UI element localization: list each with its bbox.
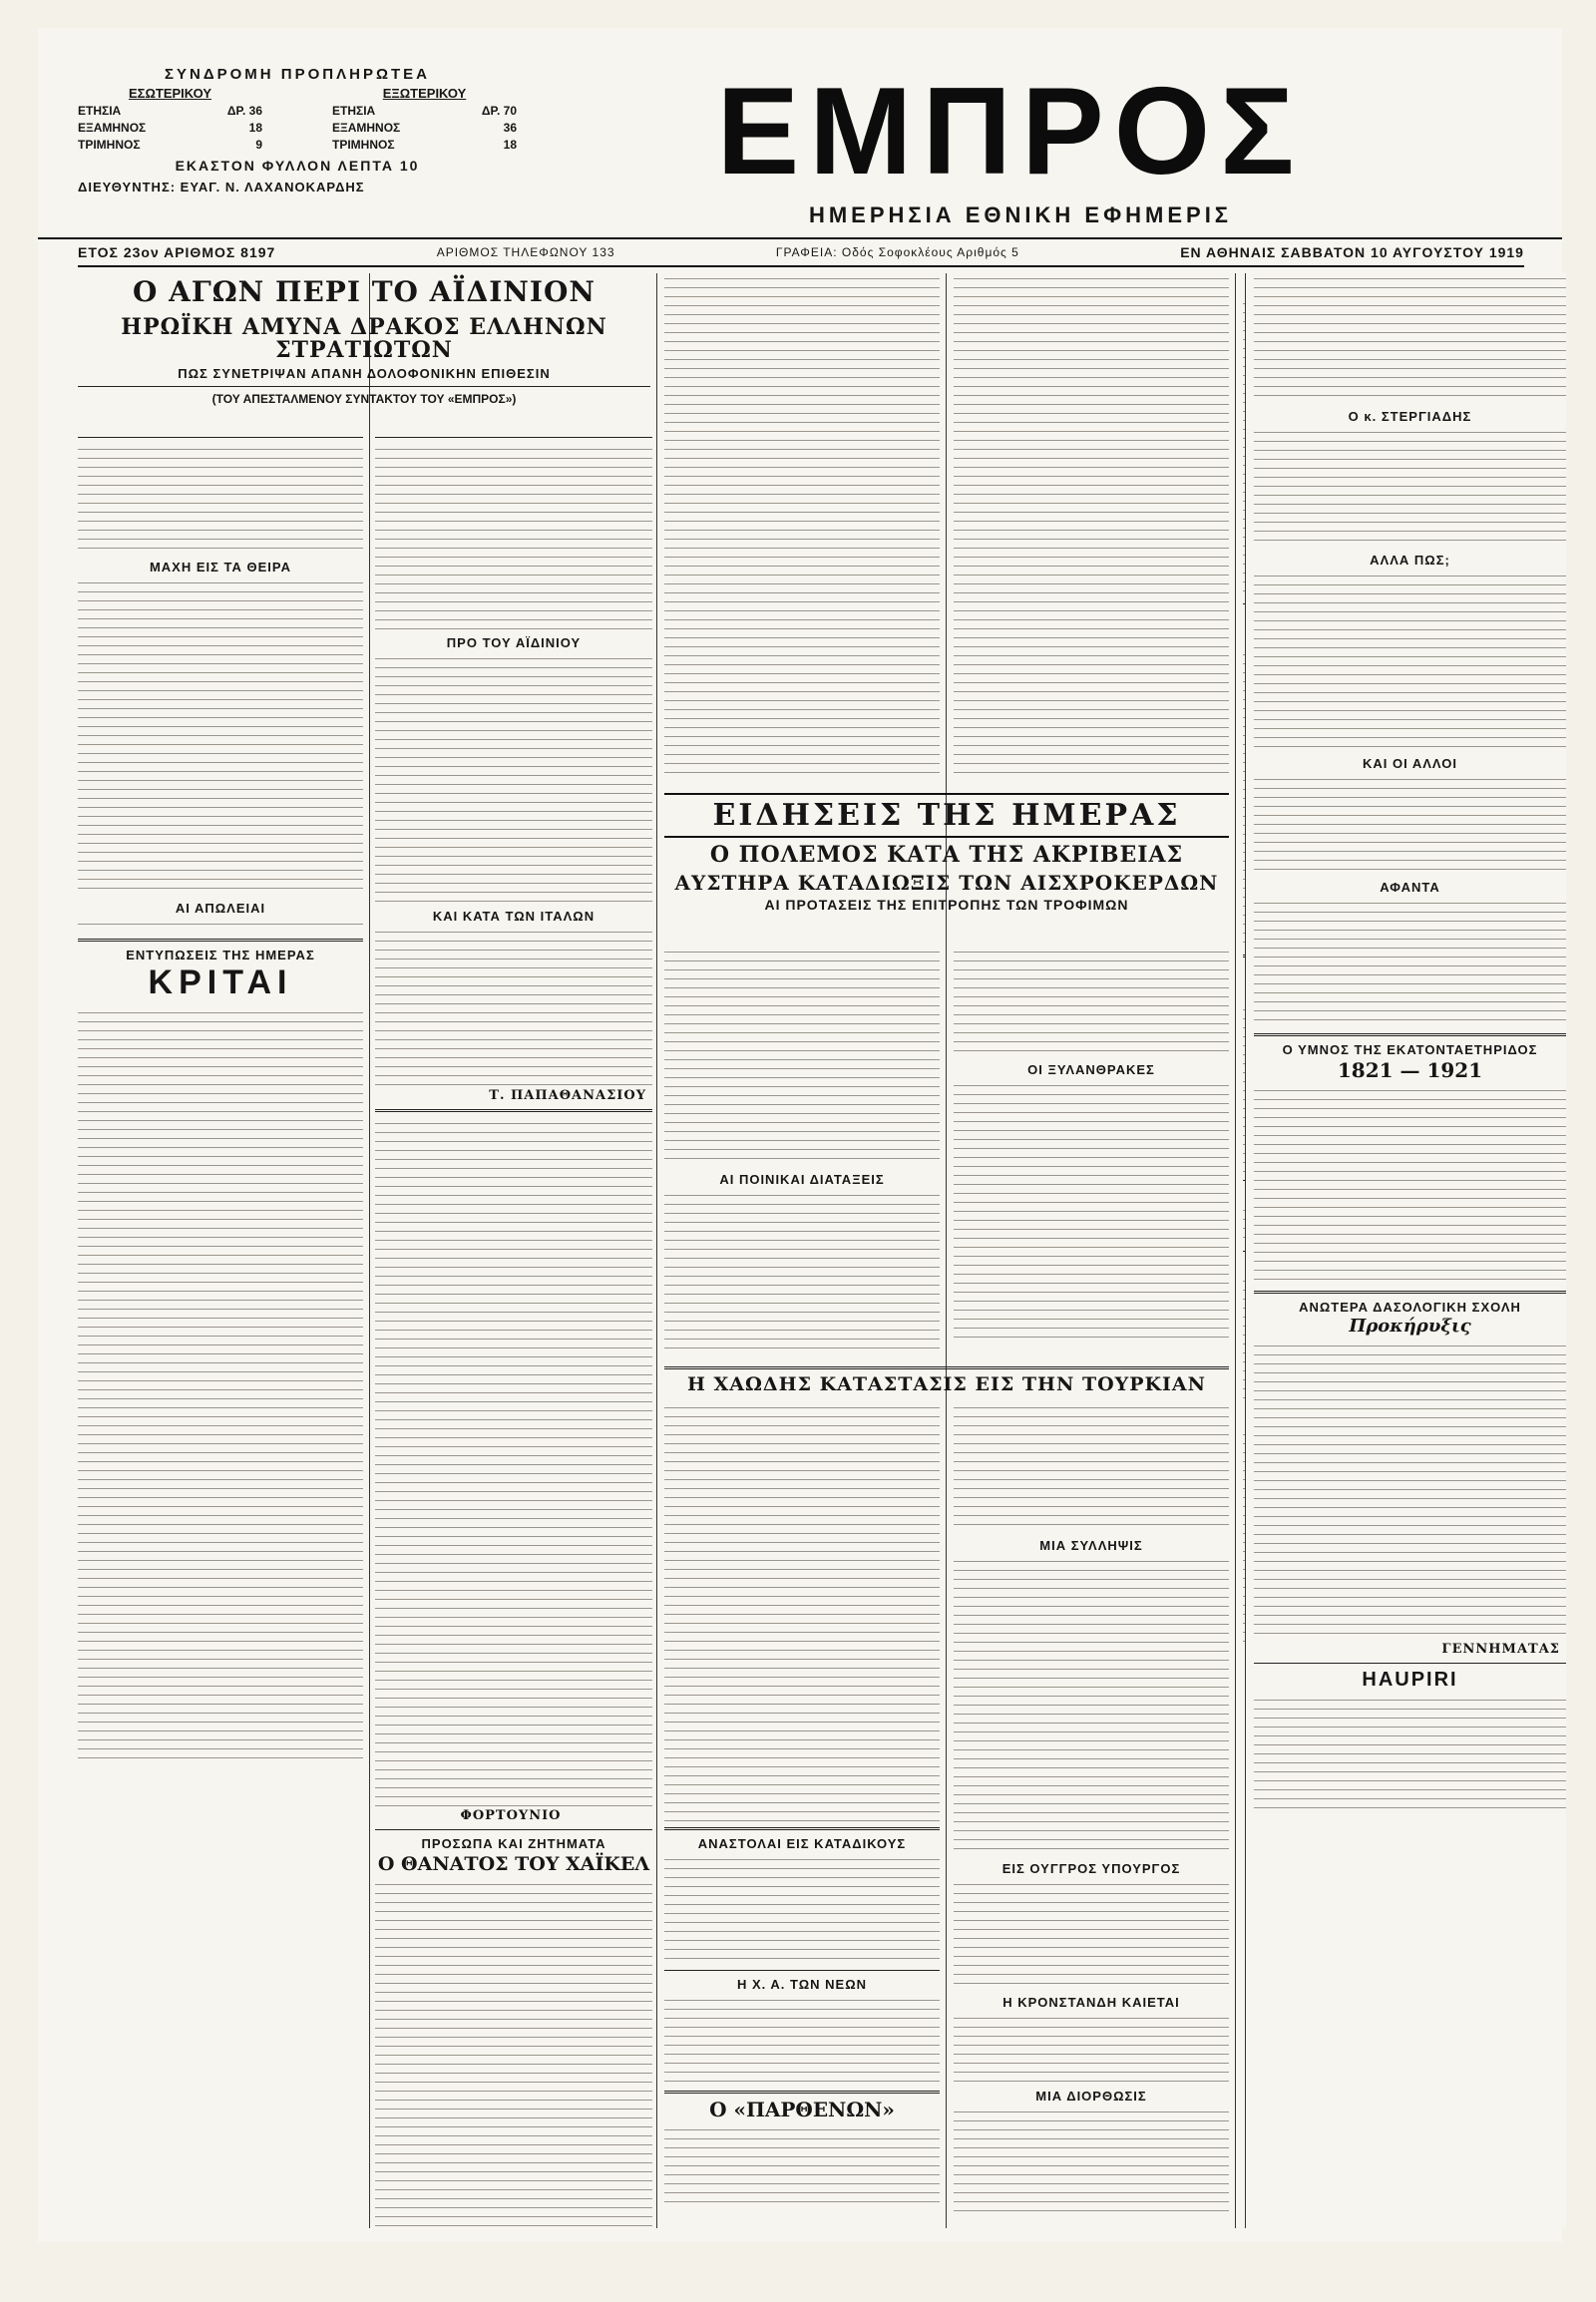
price-value: 18 (503, 138, 517, 152)
divider (664, 1366, 1229, 1369)
section-heading: ΑΙ ΠΟΙΝΙΚΑΙ ΔΙΑΤΑΞΕΙΣ (719, 1172, 885, 1187)
office-address: ΓΡΑΦΕΙΑ: Οδός Σοφοκλέους Αριθμός 5 (775, 245, 1019, 259)
section-heading: Ο κ. ΣΤΕΡΓΙΑΔΗΣ (1348, 409, 1472, 424)
column-4-lower (954, 1402, 1229, 2228)
article-body (954, 1402, 1229, 1532)
lead-headline: Ο ΑΓΩΝ ΠΕΡΙ ΤΟ ΑΪΔΙΝΙΟΝ (133, 275, 596, 308)
divider (1254, 1033, 1566, 1036)
news-deck: ΑΙ ΠΡΟΤΑΣΕΙΣ ΤΗΣ ΕΠΙΤΡΟΠΗΣ ΤΩΝ ΤΡΟΦΙΜΩΝ (764, 897, 1129, 914)
article-body (954, 1556, 1229, 1855)
year-issue: ΕΤΟΣ 23ον ΑΡΙΘΜΟΣ 8197 (78, 244, 276, 260)
subscription-title: ΣΥΝΔΡΟΜΗ ΠΡΟΠΛΗΡΩΤΕΑ (165, 66, 430, 83)
section-heading: ΑΦΑΝΤΑ (1380, 880, 1440, 895)
price-label: ΤΡΙΜΗΝΟΣ (78, 138, 141, 152)
section-heading: ΟΙ ΞΥΛΑΝΘΡΑΚΕΣ (1027, 1062, 1155, 1077)
phone-number: ΑΡΙΘΜΟΣ ΤΗΛΕΦΩΝΟΥ 133 (436, 245, 615, 259)
section-heading: Η ΚΡΟΝΣΤΑΝΔΗ ΚΑΙΕΤΑΙ (1002, 1995, 1180, 2010)
price-label: ΕΞΑΜΗΝΟΣ (78, 121, 147, 135)
parthenon-headline: Ο «ΠΑΡΘΕΝΩΝ» (709, 2098, 895, 2121)
column-2 (375, 431, 652, 2228)
notice-heading: Προκήρυξις (1349, 1316, 1471, 1337)
section-heading: ΜΙΑ ΔΙΟΡΘΩΣΙΣ (1035, 2089, 1147, 2104)
ad-brand: HAUPIRI (1362, 1668, 1458, 1691)
column-rule (656, 273, 657, 2228)
news-banner-block (664, 787, 1229, 947)
divider (1254, 1663, 1566, 1664)
ad-signature: ΓΕΝΝΗΜΑΤΑΣ (1441, 1641, 1560, 1657)
article-body (78, 1007, 363, 1765)
domestic-header: ΕΣΩΤΕΡΙΚΟΥ (128, 86, 211, 101)
column-6 (1245, 273, 1566, 2228)
impressions-label: ΕΝΤΥΠΩΣΕΙΣ ΤΗΣ ΗΜΕΡΑΣ (126, 948, 315, 962)
lead-deck: ΠΩΣ ΣΥΝΕΤΡΙΨΑΝ ΑΠΑΝΗ ΔΟΛΟΦΟΝΙΚΗΝ ΕΠΙΘΕΣΙΝ (178, 365, 551, 381)
issue-info-bar (78, 239, 1524, 267)
article-body (1254, 1085, 1566, 1285)
article-body (1254, 1341, 1566, 1640)
critics-signature: ΦΟΡΤΟΥΝΙΟ (460, 1808, 562, 1823)
section-heading: ΜΙΑ ΣΥΛΛΗΨΙΣ (1039, 1538, 1143, 1553)
divider (78, 386, 650, 387)
lead-byline: (ΤΟΥ ΑΠΕΣΤΑΛΜΕΝΟΥ ΣΥΝΤΑΚΤΟΥ ΤΟΥ «ΕΜΠΡΟΣ») (211, 392, 517, 407)
column-4-middle (954, 947, 1229, 1355)
newspaper-title: ΕΜΠΡΟΣ (716, 63, 1305, 200)
column-1 (78, 431, 363, 2228)
price-value: 9 (255, 138, 262, 152)
subscription-box (78, 66, 517, 195)
news-headline: Ο ΠΟΛΕΜΟΣ ΚΑΤΑ ΤΗΣ ΑΚΡΙΒΕΙΑΣ (709, 842, 1184, 868)
article-body (1254, 427, 1566, 547)
price-value: 36 (503, 121, 517, 135)
years-heading: 1821 — 1921 (1337, 1058, 1483, 1082)
article-body (664, 1854, 940, 1964)
column-4-top (954, 273, 1229, 787)
section-heading: ΚΑΙ ΟΙ ΑΛΛΟΙ (1363, 756, 1457, 771)
column-3-top (664, 273, 940, 787)
article-body (954, 273, 1229, 777)
column-rule (369, 273, 370, 2228)
news-subhead: ΑΥΣΤΗΡΑ ΚΑΤΑΔΙΩΞΙΣ ΤΩΝ ΑΙΣΧΡΟΚΕΡΔΩΝ (674, 871, 1219, 896)
article-body (375, 927, 652, 1086)
lead-subhead: ΗΡΩΪΚΗ ΑΜΥΝΑ ΔΡΑΚΟΣ ΕΛΛΗΝΩΝ ΣΤΡΑΤΙΩΤΩΝ (121, 314, 607, 364)
article-body (664, 2124, 940, 2204)
divider (78, 437, 363, 438)
article-body (954, 1080, 1229, 1340)
divider (1254, 1291, 1566, 1294)
article-body (1254, 273, 1566, 403)
news-banner: ΕΙΔΗΣΕΙΣ ΤΗΣ ΗΜΕΡΑΣ (664, 793, 1229, 838)
section-heading: Η Χ. Α. ΤΩΝ ΝΕΩΝ (736, 1977, 868, 1992)
article-body (375, 444, 652, 629)
price-label: ΕΤΗΣΙΑ (332, 104, 376, 118)
school-heading: ΑΝΩΤΕΡΑ ΔΑΣΟΛΟΓΙΚΗ ΣΧΟΛΗ (1299, 1300, 1521, 1315)
article-body (954, 947, 1229, 1056)
section-heading: ΠΡΟ ΤΟΥ ΑΪΔΙΝΙΟΥ (446, 635, 582, 650)
persons-label: ΠΡΟΣΩΠΑ ΚΑΙ ΖΗΤΗΜΑΤΑ (421, 1836, 606, 1851)
section-heading: ΑΛΛΑ ΠΩΣ; (1370, 553, 1450, 568)
price-label: ΤΡΙΜΗΝΟΣ (332, 138, 395, 152)
divider (375, 1109, 652, 1112)
critics-headline: ΚΡΙΤΑΙ (148, 963, 293, 1001)
foreign-prices (332, 85, 517, 154)
newspaper-subtitle: ΗΜΕΡΗΣΙΑ ΕΘΝΙΚΗ ΕΦΗΜΕΡΙΣ (808, 202, 1233, 227)
divider (664, 1970, 940, 1971)
article-body (78, 577, 363, 895)
article-body (954, 2107, 1229, 2216)
divider (78, 939, 363, 942)
column-rule (946, 273, 947, 2228)
article-body (375, 1879, 652, 2228)
domestic-prices (78, 85, 262, 154)
article-signature: Τ. ΠΑΠΑΘΑΝΑΣΙΟΥ (489, 1088, 646, 1103)
article-body (1254, 1695, 1566, 1814)
article-body (664, 1995, 940, 2085)
single-copy-price: ΕΚΑΣΤΟΝ ΦΥΛΛΟΝ ΛΕΠΤΑ 10 (175, 158, 420, 174)
price-label: ΕΞΑΜΗΝΟΣ (332, 121, 401, 135)
price-value: ΔΡ. 70 (481, 104, 517, 118)
section-heading: ΜΑΧΗ ΕΙΣ ΤΑ ΘΕΙΡΑ (149, 560, 292, 575)
divider (664, 2091, 940, 2094)
article-body (954, 2013, 1229, 2083)
article-body (664, 1402, 940, 1821)
turkey-headline-block (664, 1360, 1229, 1396)
hymn-heading: Ο ΥΜΝΟΣ ΤΗΣ ΕΚΑΤΟΝΤΑΕΤΗΡΙΔΟΣ (1282, 1042, 1538, 1057)
section-heading: ΚΑΙ ΚΑΤΑ ΤΩΝ ΙΤΑΛΩΝ (432, 909, 596, 924)
director-line: ΔΙΕΥΘΥΝΤΗΣ: ΕΥΑΓ. Ν. ΛΑΧΑΝΟΚΑΡΔΗΣ (78, 180, 365, 194)
article-body (375, 1118, 652, 1806)
article-body (954, 1879, 1229, 1989)
price-value: 18 (248, 121, 262, 135)
article-body (1254, 898, 1566, 1027)
section-heading: ΕΙΣ ΟΥΓΓΡΟΣ ΥΠΟΥΡΓΟΣ (1001, 1861, 1181, 1876)
divider (375, 437, 652, 438)
article-body (78, 444, 363, 554)
lead-story-header (78, 273, 650, 433)
turkey-headline: Η ΧΑΩΔΗΣ ΚΑΤΑΣΤΑΣΙΣ ΕΙΣ ΤΗΝ ΤΟΥΡΚΙΑΝ (686, 1373, 1207, 1395)
divider (664, 1827, 940, 1830)
column-3-lower (664, 1402, 940, 2228)
article-body (375, 653, 652, 903)
article-body (664, 273, 940, 777)
article-body (664, 947, 940, 1166)
article-body (1254, 774, 1566, 874)
foreign-header: ΕΞΩΤΕΡΙΚΟΥ (382, 86, 467, 101)
death-headline: Ο ΘΑΝΑΤΟΣ ΤΟΥ ΧΑΪΚΕΛ (377, 1853, 650, 1875)
masthead (38, 28, 1562, 239)
article-body (664, 1190, 940, 1354)
section-heading: ΑΙ ΑΠΩΛΕΙΑΙ (175, 901, 266, 916)
issue-date: ΕΝ ΑΘΗΝΑΙΣ ΣΑΒΒΑΤΟΝ 10 ΑΥΓΟΥΣΤΟΥ 1919 (1180, 244, 1524, 260)
section-heading: ΑΝΑΣΤΟΛΑΙ ΕΙΣ ΚΑΤΑΔΙΚΟΥΣ (697, 1836, 907, 1851)
article-body (1254, 571, 1566, 750)
article-body (78, 919, 363, 933)
divider (375, 1829, 652, 1830)
price-label: ΕΤΗΣΙΑ (78, 104, 122, 118)
column-rule (1235, 273, 1236, 2228)
price-value: ΔΡ. 36 (226, 104, 262, 118)
